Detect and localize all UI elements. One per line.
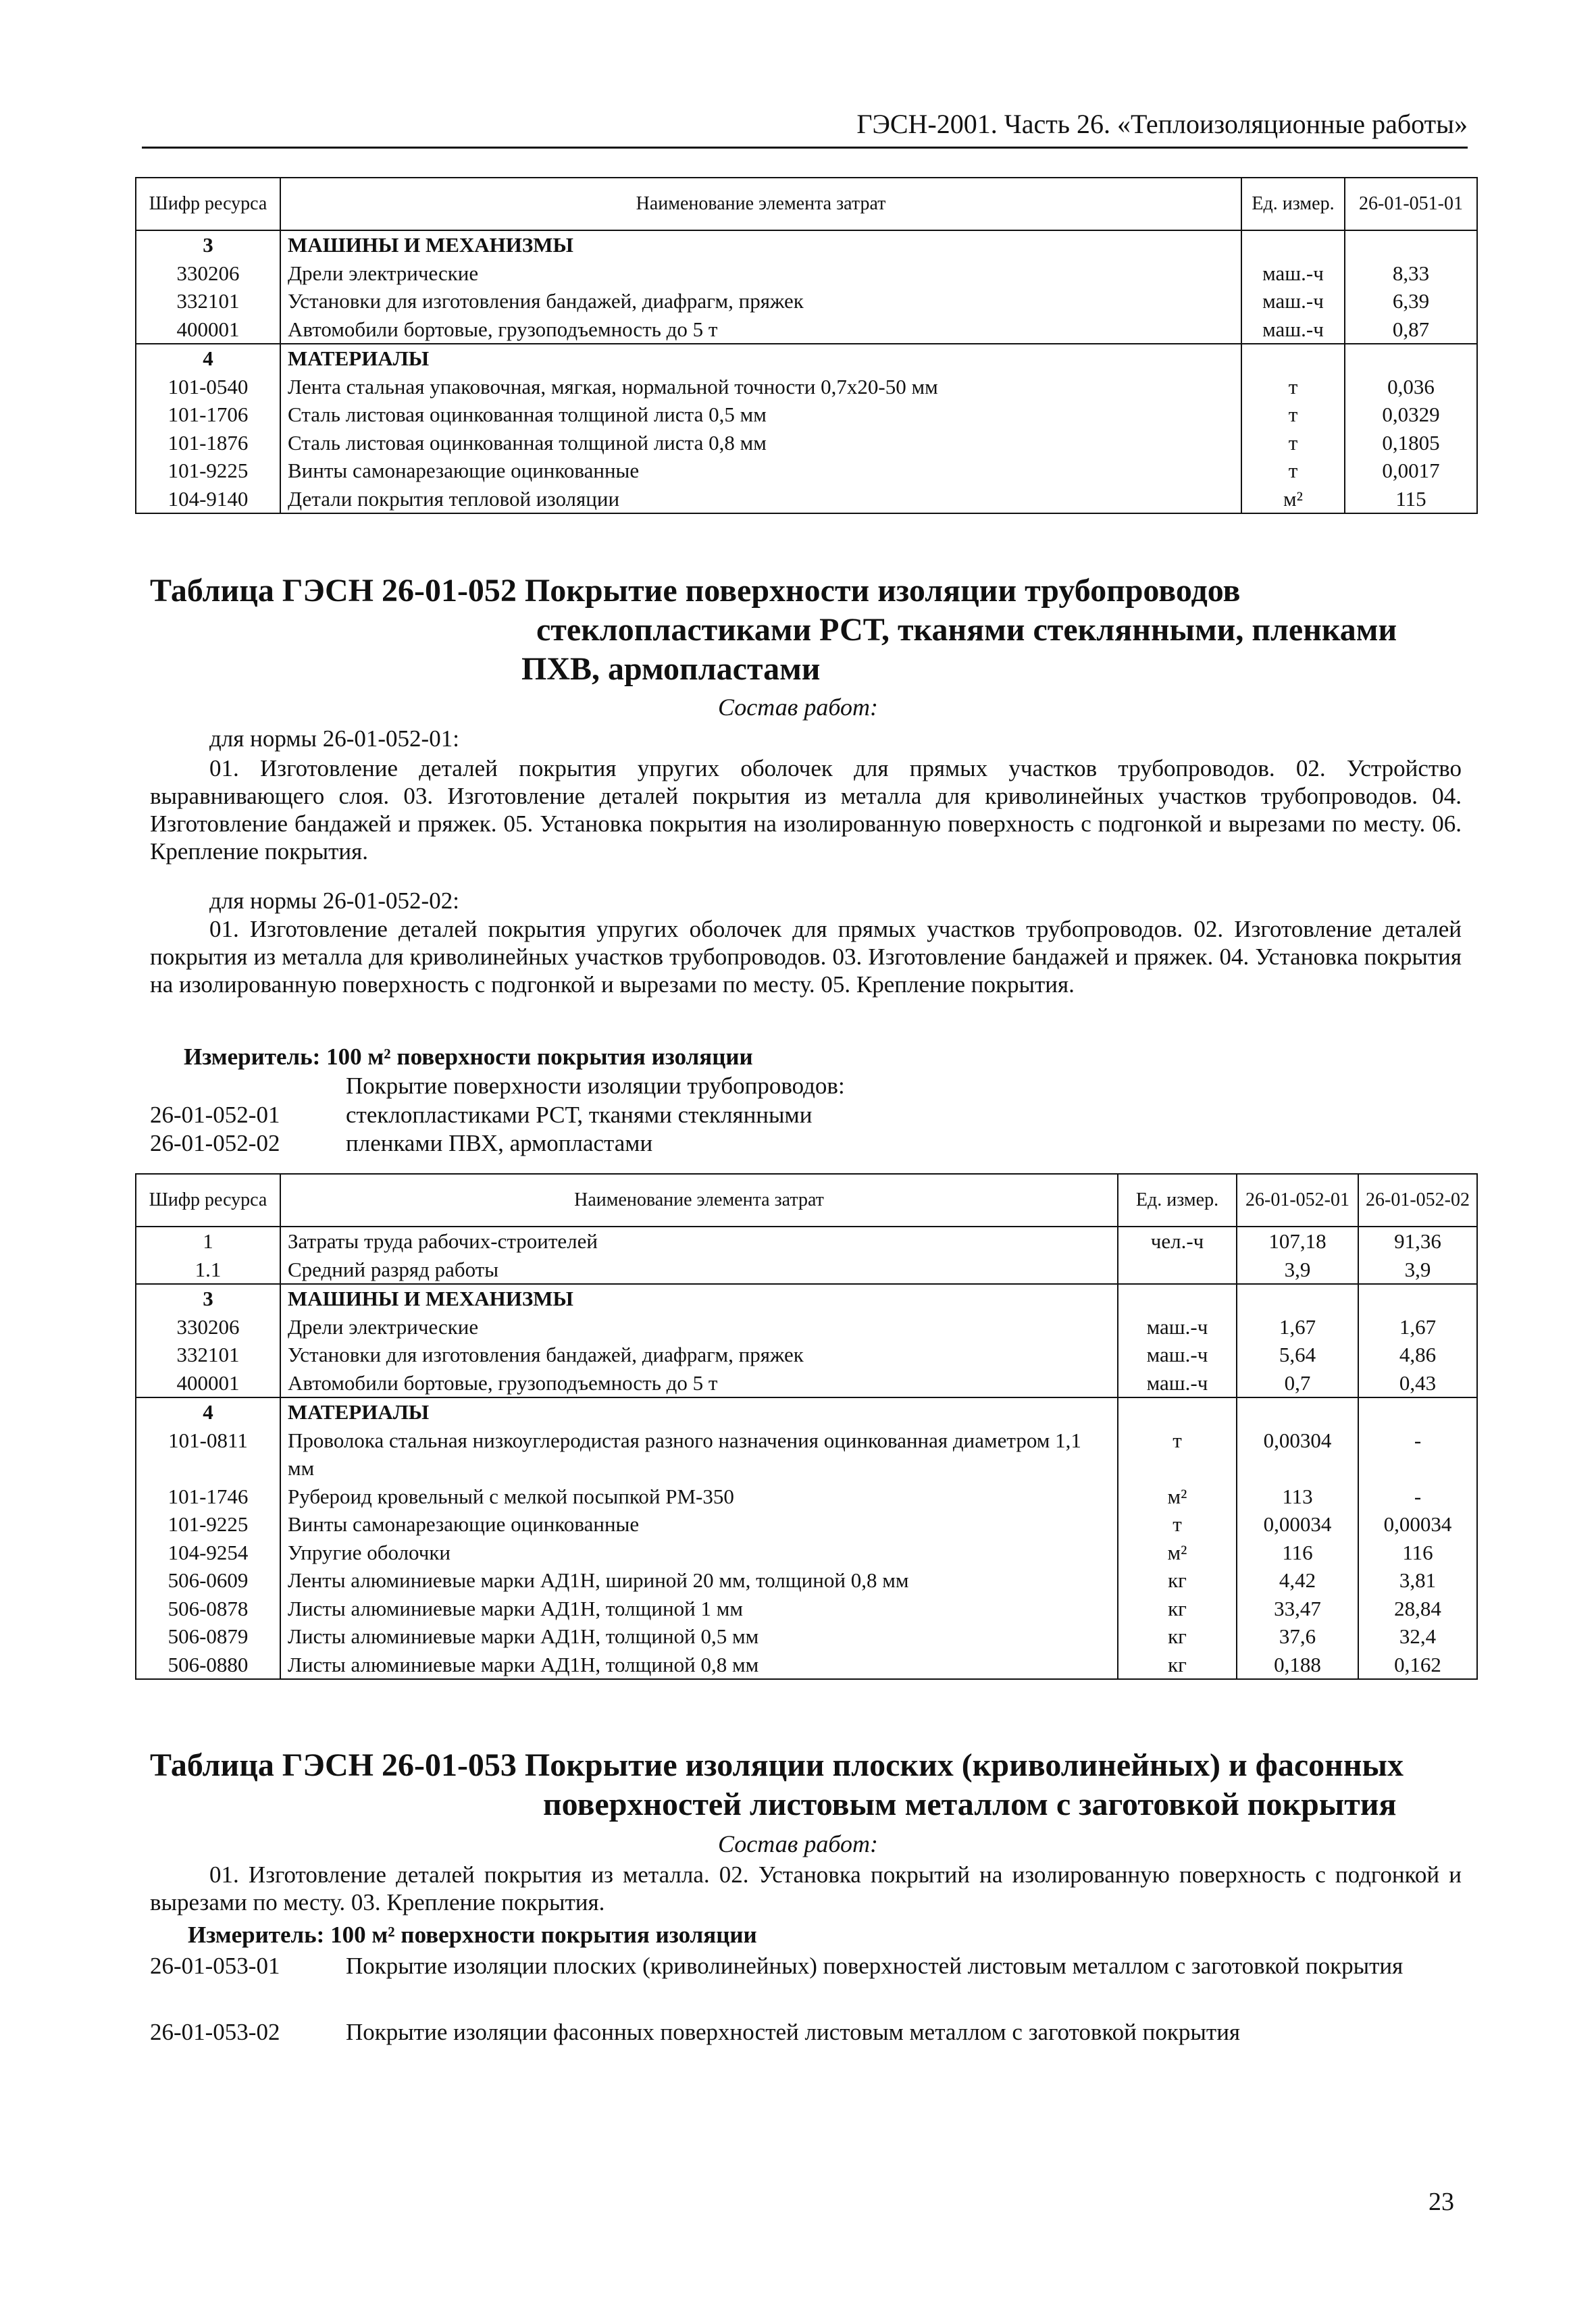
norm-code: 26-01-052-01	[150, 1102, 280, 1128]
table-row	[136, 1369, 1477, 1398]
cell-name: Автомобили бортовые, грузоподъемность до 5 т	[280, 315, 1241, 344]
cell-unit: маш.-ч	[1241, 287, 1345, 315]
table-row	[136, 1651, 1477, 1680]
cell-code: 506-0878	[136, 1595, 280, 1623]
cell-unit: кг	[1118, 1622, 1237, 1651]
cell-unit: м²	[1241, 485, 1345, 514]
cell-value-1: 37,6	[1237, 1622, 1358, 1651]
cell-value-1: 1,67	[1237, 1313, 1358, 1341]
norm-text: Покрытие изоляции фасонных поверхностей листовым металлом с заготовкой покрытия	[346, 2019, 1241, 2045]
cell-value-2: 4,86	[1358, 1341, 1477, 1369]
table-row	[136, 1510, 1477, 1539]
cell-unit: кг	[1118, 1651, 1237, 1680]
table-row	[136, 429, 1477, 457]
cell-value-1: 115	[1345, 485, 1477, 514]
cell-name: Упругие оболочки	[280, 1539, 1118, 1567]
table-row	[136, 1313, 1477, 1341]
cell-unit: маш.-ч	[1241, 315, 1345, 344]
cell-name: Лента стальная упаковочная, мягкая, нормальной точности 0,7х20-50 мм	[280, 373, 1241, 401]
work-composition-label: Состав работ:	[718, 694, 878, 721]
cell-name: Проволока стальная низкоуглеродистая разного назначения оцинкованная диаметром 1,1 мм	[280, 1426, 1118, 1483]
cell-value-2: 1,67	[1358, 1313, 1477, 1341]
table-row	[136, 373, 1477, 401]
cell-unit: маш.-ч	[1118, 1369, 1237, 1398]
cell-name: Автомобили бортовые, грузоподъемность до 5 т	[280, 1369, 1118, 1398]
cell-value-1: 0,188	[1237, 1651, 1358, 1680]
cell-value-2: -	[1358, 1426, 1477, 1483]
table-header-row	[136, 1174, 1477, 1227]
cell-value-1	[1345, 344, 1477, 373]
cell-name: МАТЕРИАЛЫ	[280, 1397, 1118, 1426]
cell-name: Винты самонарезающие оцинкованные	[280, 1510, 1118, 1539]
norm-row-053-02	[150, 2018, 1462, 2047]
cell-unit: т	[1241, 457, 1345, 485]
cell-code: 332101	[136, 287, 280, 315]
table-row	[136, 1426, 1477, 1483]
table-body	[136, 1227, 1477, 1679]
cell-unit: маш.-ч	[1241, 259, 1345, 288]
cell-name: Дрели электрические	[280, 1313, 1118, 1341]
cell-value-1: 0,87	[1345, 315, 1477, 344]
header-norm-col2: 26-01-052-02	[1358, 1174, 1477, 1227]
table-row	[136, 457, 1477, 485]
cell-value-2: 28,84	[1358, 1595, 1477, 1623]
cell-name: Установки для изготовления бандажей, диафрагм, пряжек	[280, 1341, 1118, 1369]
cell-value-1: 0,036	[1345, 373, 1477, 401]
cell-name: Ленты алюминиевые марки АД1Н, шириной 20 мм, толщиной 0,8 мм	[280, 1566, 1118, 1595]
cell-code: 1	[136, 1227, 280, 1256]
cell-name: Рубероид кровельный с мелкой посыпкой РМ-350	[280, 1483, 1118, 1511]
table-row	[136, 401, 1477, 429]
cell-unit: чел.-ч	[1118, 1227, 1237, 1256]
cell-name: Сталь листовая оцинкованная толщиной листа 0,8 мм	[280, 429, 1241, 457]
norm-052-02-label: для нормы 26-01-052-02:	[209, 888, 459, 914]
norm-052-01-work-text	[150, 754, 1462, 865]
cell-value-2	[1358, 1397, 1477, 1426]
cell-unit: кг	[1118, 1566, 1237, 1595]
cell-value-1: 8,33	[1345, 259, 1477, 288]
cell-code: 506-0609	[136, 1566, 280, 1595]
table-row	[136, 287, 1477, 315]
cell-value-1: 0,00304	[1237, 1426, 1358, 1483]
cell-value-1: 116	[1237, 1539, 1358, 1567]
cell-value-2: 3,81	[1358, 1566, 1477, 1595]
table-row	[136, 1341, 1477, 1369]
norm-code: 26-01-053-02	[150, 2019, 280, 2045]
cell-value-2: 32,4	[1358, 1622, 1477, 1651]
header-norm-col1: 26-01-051-01	[1345, 178, 1477, 230]
cell-unit	[1118, 1256, 1237, 1285]
cell-unit: т	[1118, 1426, 1237, 1483]
cell-value-2: 116	[1358, 1539, 1477, 1567]
norm-052-02-text: 01. Изготовление деталей покрытия упругих оболочек для прямых участков трубопроводов. 02. Изготовление деталей покрытия из металла для криволинейных участков трубопроводов. 03. Изготовление бандажей и пряжек. 04. Установка покрытия на изолированную поверхность с подгонкой и вырезами по месту. 05. Крепление покрытия.	[150, 916, 1462, 998]
cell-value-2: 91,36	[1358, 1227, 1477, 1256]
norm-code: 26-01-052-02	[150, 1130, 280, 1156]
cell-value-1: 33,47	[1237, 1595, 1358, 1623]
title-line-2: поверхностей листовым металлом с заготовкой покрытия	[543, 1786, 1397, 1822]
cell-unit	[1241, 344, 1345, 373]
cell-value-1: 107,18	[1237, 1227, 1358, 1256]
cell-code: 101-1706	[136, 401, 280, 429]
cell-name: Сталь листовая оцинкованная толщиной листа 0,5 мм	[280, 401, 1241, 429]
cell-name: Средний разряд работы	[280, 1256, 1118, 1285]
cell-name: МАШИНЫ И МЕХАНИЗМЫ	[280, 1284, 1118, 1313]
title-line-1: Таблица ГЭСН 26-01-052 Покрытие поверхности изоляции трубопроводов	[150, 573, 1241, 609]
cell-name: МАШИНЫ И МЕХАНИЗМЫ	[280, 230, 1241, 259]
section-row	[136, 1397, 1477, 1426]
table-title-053	[150, 1746, 1404, 1824]
cell-code: 4	[136, 344, 280, 373]
cell-unit: т	[1241, 401, 1345, 429]
table-row	[136, 1566, 1477, 1595]
norm-text: стеклопластиками РСТ, тканями стеклянными	[346, 1102, 813, 1128]
cell-code: 506-0880	[136, 1651, 280, 1680]
work-composition-label: Состав работ:	[718, 1830, 878, 1857]
cell-code: 1.1	[136, 1256, 280, 1285]
cell-code: 101-0811	[136, 1426, 280, 1483]
cell-unit	[1118, 1284, 1237, 1313]
cell-name: Листы алюминиевые марки АД1Н, толщиной 0,8 мм	[280, 1651, 1118, 1680]
cell-value-1: 113	[1237, 1483, 1358, 1511]
header-unit: Ед. измер.	[1118, 1174, 1237, 1227]
header-code: Шифр ресурса	[136, 178, 280, 230]
table-body	[136, 230, 1477, 513]
cell-value-2: 3,9	[1358, 1256, 1477, 1285]
cell-name: Дрели электрические	[280, 259, 1241, 288]
running-header: ГЭСН-2001. Часть 26. «Теплоизоляционные работы»	[142, 108, 1468, 149]
cell-code: 104-9140	[136, 485, 280, 514]
cell-code: 400001	[136, 315, 280, 344]
cell-code: 4	[136, 1397, 280, 1426]
cell-value-1: 0,0017	[1345, 457, 1477, 485]
cell-code: 330206	[136, 259, 280, 288]
table-row	[136, 1622, 1477, 1651]
measure-unit-053: Измеритель: 100 м² поверхности покрытия изоляции	[188, 1922, 757, 1948]
measure-unit-052: Измеритель: 100 м² поверхности покрытия изоляции	[184, 1044, 753, 1070]
table-row	[136, 315, 1477, 344]
cell-value-1: 5,64	[1237, 1341, 1358, 1369]
cell-unit: т	[1241, 429, 1345, 457]
cell-code: 330206	[136, 1313, 280, 1341]
title-line-3: ПХВ, армопластами	[521, 651, 821, 687]
cell-code: 104-9254	[136, 1539, 280, 1567]
section-row	[136, 344, 1477, 373]
cell-code: 332101	[136, 1341, 280, 1369]
table-row	[136, 1539, 1477, 1567]
table-header-row	[136, 178, 1477, 230]
cell-value-1: 0,00034	[1237, 1510, 1358, 1539]
cell-code: 101-9225	[136, 457, 280, 485]
norm-052-02-work-text	[150, 915, 1462, 998]
norm-row-052-02	[150, 1129, 1433, 1158]
work-text: 01. Изготовление деталей покрытия из металла. 02. Установка покрытий на изолированную поверхность с подгонкой и вырезами по месту. 03. Крепление покрытия.	[150, 1861, 1462, 1916]
header-code: Шифр ресурса	[136, 1174, 280, 1227]
cell-code: 101-1746	[136, 1483, 280, 1511]
cell-value-2: 0,162	[1358, 1651, 1477, 1680]
cell-unit: маш.-ч	[1118, 1341, 1237, 1369]
cell-name: Листы алюминиевые марки АД1Н, толщиной 1 мм	[280, 1595, 1118, 1623]
cell-value-2: 0,43	[1358, 1369, 1477, 1398]
cell-value-2: -	[1358, 1483, 1477, 1511]
table-row	[136, 485, 1477, 514]
section-row	[136, 1284, 1477, 1313]
section-row	[136, 230, 1477, 259]
norm-052-01-label: для нормы 26-01-052-01:	[209, 725, 459, 752]
table-row	[136, 1227, 1477, 1256]
cell-unit: м²	[1118, 1539, 1237, 1567]
cell-value-1	[1345, 230, 1477, 259]
cell-name: Затраты труда рабочих-строителей	[280, 1227, 1118, 1256]
page-number: 23	[1428, 2188, 1454, 2216]
cell-value-2	[1358, 1284, 1477, 1313]
cell-code: 506-0879	[136, 1622, 280, 1651]
cell-unit: т	[1241, 373, 1345, 401]
cell-value-1: 0,1805	[1345, 429, 1477, 457]
cell-unit	[1241, 230, 1345, 259]
table-title-052	[150, 571, 1397, 689]
cell-value-1: 6,39	[1345, 287, 1477, 315]
cell-name: МАТЕРИАЛЫ	[280, 344, 1241, 373]
norm-text: пленками ПВХ, армопластами	[346, 1130, 653, 1156]
header-name: Наименование элемента затрат	[280, 178, 1241, 230]
cell-value-1: 0,7	[1237, 1369, 1358, 1398]
cell-code: 101-0540	[136, 373, 280, 401]
norm-row-052-01	[150, 1101, 1433, 1129]
cell-value-1	[1237, 1284, 1358, 1313]
header-name: Наименование элемента затрат	[280, 1174, 1118, 1227]
resource-table-052	[135, 1173, 1478, 1680]
cell-name: Установки для изготовления бандажей, диафрагм, пряжек	[280, 287, 1241, 315]
table-row	[136, 1256, 1477, 1285]
cell-unit: т	[1118, 1510, 1237, 1539]
norm-text: Покрытие изоляции плоских (криволинейных) поверхностей листовым металлом с заготовкой покрытия	[346, 1953, 1404, 1979]
cell-code: 400001	[136, 1369, 280, 1398]
cell-code: 3	[136, 230, 280, 259]
cell-value-2: 0,00034	[1358, 1510, 1477, 1539]
cell-value-1: 3,9	[1237, 1256, 1358, 1285]
cell-code: 3	[136, 1284, 280, 1313]
cell-name: Винты самонарезающие оцинкованные	[280, 457, 1241, 485]
header-unit: Ед. измер.	[1241, 178, 1345, 230]
cell-code: 101-9225	[136, 1510, 280, 1539]
norms-intro-052: Покрытие поверхности изоляции трубопроводов:	[346, 1073, 845, 1099]
norm-row-053-01	[150, 1952, 1462, 2013]
cell-code: 101-1876	[136, 429, 280, 457]
table-row	[136, 1483, 1477, 1511]
cell-value-1: 0,0329	[1345, 401, 1477, 429]
table-row	[136, 259, 1477, 288]
title-line-2: стеклопластиками РСТ, тканями стеклянными, пленками	[536, 612, 1397, 648]
work-text-053	[150, 1861, 1462, 1916]
cell-unit	[1118, 1397, 1237, 1426]
header-norm-col1: 26-01-052-01	[1237, 1174, 1358, 1227]
resource-table-051	[135, 177, 1478, 514]
cell-unit: маш.-ч	[1118, 1313, 1237, 1341]
cell-name: Листы алюминиевые марки АД1Н, толщиной 0,5 мм	[280, 1622, 1118, 1651]
cell-unit: м²	[1118, 1483, 1237, 1511]
norm-code: 26-01-053-01	[150, 1953, 280, 1979]
norm-052-01-text: 01. Изготовление деталей покрытия упругих оболочек для прямых участков трубопроводов. 02. Устройство выравнивающего слоя. 03. Изготовление деталей покрытия из металла для криволинейных участков трубопроводов. 04. Изготовление бандажей и пряжек. 05. Установка покрытия на изолированную поверхность с подгонкой и вырезами по месту. 06. Крепление покрытия.	[150, 755, 1462, 865]
title-line-1: Таблица ГЭСН 26-01-053 Покрытие изоляции плоских (криволинейных) и фасонных	[150, 1747, 1404, 1783]
table-row	[136, 1595, 1477, 1623]
cell-name: Детали покрытия тепловой изоляции	[280, 485, 1241, 514]
cell-value-1	[1237, 1397, 1358, 1426]
cell-value-1: 4,42	[1237, 1566, 1358, 1595]
cell-unit: кг	[1118, 1595, 1237, 1623]
